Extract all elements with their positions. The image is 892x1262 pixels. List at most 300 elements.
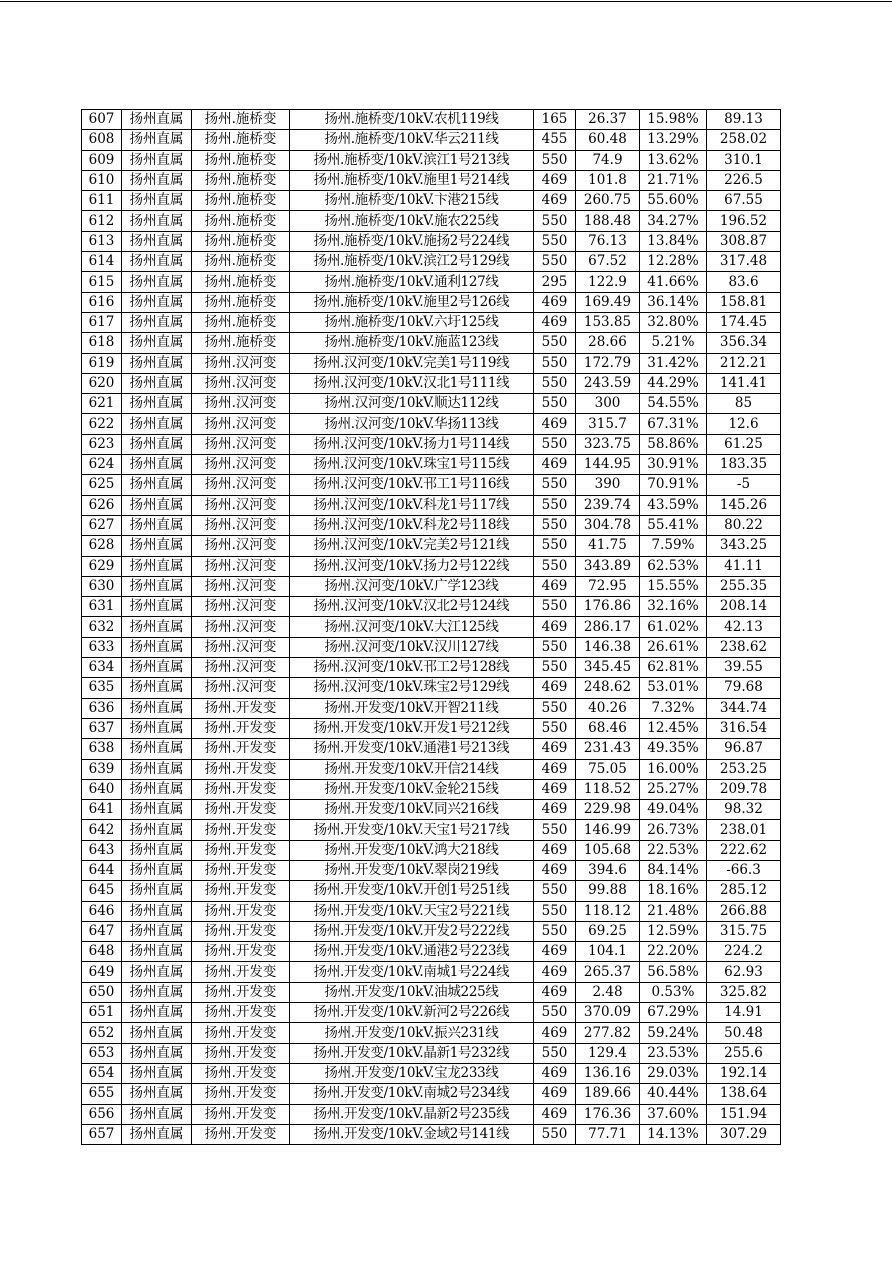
substation-cell: 扬州.开发变 bbox=[192, 800, 290, 820]
row-number-cell: 651 bbox=[82, 1003, 122, 1023]
rated-capacity-cell: 550 bbox=[534, 1003, 576, 1023]
margin-cell: 141.41 bbox=[707, 373, 781, 393]
feeder-line-cell: 扬州.施桥变/10kV.施里1号214线 bbox=[290, 170, 534, 190]
substation-cell: 扬州.汉河变 bbox=[192, 434, 290, 454]
company-cell: 扬州直属 bbox=[122, 617, 192, 637]
rated-capacity-cell: 165 bbox=[534, 110, 576, 130]
rated-capacity-cell: 550 bbox=[534, 658, 576, 678]
table-row bbox=[82, 921, 781, 941]
table-row bbox=[82, 394, 781, 414]
load-rate-cell: 7.32% bbox=[640, 698, 707, 718]
company-cell: 扬州直属 bbox=[122, 231, 192, 251]
load-value-cell: 286.17 bbox=[576, 617, 640, 637]
load-rate-cell: 41.66% bbox=[640, 272, 707, 292]
load-value-cell: 277.82 bbox=[576, 1023, 640, 1043]
table-row bbox=[82, 495, 781, 515]
load-value-cell: 26.37 bbox=[576, 110, 640, 130]
load-value-cell: 300 bbox=[576, 394, 640, 414]
substation-cell: 扬州.开发变 bbox=[192, 1104, 290, 1124]
rated-capacity-cell: 469 bbox=[534, 962, 576, 982]
rated-capacity-cell: 550 bbox=[534, 475, 576, 495]
load-value-cell: 40.26 bbox=[576, 698, 640, 718]
feeder-line-cell: 扬州.汉河变/10kV.汉北1号111线 bbox=[290, 373, 534, 393]
margin-cell: 80.22 bbox=[707, 515, 781, 535]
company-cell: 扬州直属 bbox=[122, 495, 192, 515]
company-cell: 扬州直属 bbox=[122, 658, 192, 678]
margin-cell: 138.64 bbox=[707, 1084, 781, 1104]
company-cell: 扬州直属 bbox=[122, 576, 192, 596]
table-row bbox=[82, 597, 781, 617]
row-number-cell: 649 bbox=[82, 962, 122, 982]
margin-cell: 50.48 bbox=[707, 1023, 781, 1043]
substation-cell: 扬州.汉河变 bbox=[192, 576, 290, 596]
feeder-line-cell: 扬州.汉河变/10kV.扬力2号122线 bbox=[290, 556, 534, 576]
table-row bbox=[82, 1023, 781, 1043]
row-number-cell: 638 bbox=[82, 739, 122, 759]
company-cell: 扬州直属 bbox=[122, 1124, 192, 1144]
margin-cell: 317.48 bbox=[707, 252, 781, 272]
row-number-cell: 644 bbox=[82, 860, 122, 880]
load-rate-cell: 36.14% bbox=[640, 292, 707, 312]
margin-cell: 67.55 bbox=[707, 191, 781, 211]
substation-cell: 扬州.开发变 bbox=[192, 901, 290, 921]
margin-cell: 209.78 bbox=[707, 779, 781, 799]
load-value-cell: 129.4 bbox=[576, 1043, 640, 1063]
company-cell: 扬州直属 bbox=[122, 455, 192, 475]
row-number-cell: 617 bbox=[82, 312, 122, 332]
substation-cell: 扬州.施桥变 bbox=[192, 252, 290, 272]
substation-cell: 扬州.汉河变 bbox=[192, 658, 290, 678]
table-row bbox=[82, 191, 781, 211]
feeder-line-cell: 扬州.汉河变/10kV.科龙1号117线 bbox=[290, 495, 534, 515]
table-row bbox=[82, 739, 781, 759]
substation-cell: 扬州.汉河变 bbox=[192, 495, 290, 515]
row-number-cell: 621 bbox=[82, 394, 122, 414]
substation-cell: 扬州.施桥变 bbox=[192, 231, 290, 251]
table-row bbox=[82, 576, 781, 596]
load-value-cell: 370.09 bbox=[576, 1003, 640, 1023]
company-cell: 扬州直属 bbox=[122, 881, 192, 901]
load-value-cell: 77.71 bbox=[576, 1124, 640, 1144]
load-rate-cell: 58.86% bbox=[640, 434, 707, 454]
table-row bbox=[82, 658, 781, 678]
row-number-cell: 637 bbox=[82, 718, 122, 738]
company-cell: 扬州直属 bbox=[122, 110, 192, 130]
feeder-line-cell: 扬州.开发变/10kV.同兴216线 bbox=[290, 800, 534, 820]
table-row bbox=[82, 373, 781, 393]
margin-cell: 258.02 bbox=[707, 130, 781, 150]
feeder-line-cell: 扬州.汉河变/10kV.汉北2号124线 bbox=[290, 597, 534, 617]
load-value-cell: 343.89 bbox=[576, 556, 640, 576]
margin-cell: 192.14 bbox=[707, 1063, 781, 1083]
table-row bbox=[82, 779, 781, 799]
substation-cell: 扬州.施桥变 bbox=[192, 211, 290, 231]
substation-cell: 扬州.开发变 bbox=[192, 1023, 290, 1043]
table-row bbox=[82, 962, 781, 982]
margin-cell: 266.88 bbox=[707, 901, 781, 921]
table-row bbox=[82, 718, 781, 738]
load-rate-cell: 15.98% bbox=[640, 110, 707, 130]
substation-cell: 扬州.汉河变 bbox=[192, 678, 290, 698]
load-value-cell: 231.43 bbox=[576, 739, 640, 759]
feeder-line-cell: 扬州.开发变/10kV.翠岗219线 bbox=[290, 860, 534, 880]
company-cell: 扬州直属 bbox=[122, 779, 192, 799]
company-cell: 扬州直属 bbox=[122, 333, 192, 353]
load-rate-cell: 61.02% bbox=[640, 617, 707, 637]
load-value-cell: 243.59 bbox=[576, 373, 640, 393]
load-rate-cell: 40.44% bbox=[640, 1084, 707, 1104]
rated-capacity-cell: 469 bbox=[534, 678, 576, 698]
margin-cell: 39.55 bbox=[707, 658, 781, 678]
substation-cell: 扬州.汉河变 bbox=[192, 536, 290, 556]
substation-cell: 扬州.汉河变 bbox=[192, 475, 290, 495]
load-value-cell: 118.52 bbox=[576, 779, 640, 799]
margin-cell: 222.62 bbox=[707, 840, 781, 860]
feeder-line-cell: 扬州.施桥变/10kV.施蓝123线 bbox=[290, 333, 534, 353]
feeder-line-cell: 扬州.施桥变/10kV.华云211线 bbox=[290, 130, 534, 150]
row-number-cell: 623 bbox=[82, 434, 122, 454]
table-body bbox=[82, 110, 781, 1145]
feeder-line-cell: 扬州.开发变/10kV.开发1号212线 bbox=[290, 718, 534, 738]
rated-capacity-cell: 469 bbox=[534, 982, 576, 1002]
table-row bbox=[82, 353, 781, 373]
load-rate-cell: 22.53% bbox=[640, 840, 707, 860]
margin-cell: 14.91 bbox=[707, 1003, 781, 1023]
margin-cell: 89.13 bbox=[707, 110, 781, 130]
rated-capacity-cell: 469 bbox=[534, 739, 576, 759]
load-value-cell: 69.25 bbox=[576, 921, 640, 941]
margin-cell: 307.29 bbox=[707, 1124, 781, 1144]
table-row bbox=[82, 231, 781, 251]
table-row bbox=[82, 130, 781, 150]
load-rate-cell: 12.28% bbox=[640, 252, 707, 272]
feeder-line-cell: 扬州.施桥变/10kV.施里2号126线 bbox=[290, 292, 534, 312]
company-cell: 扬州直属 bbox=[122, 373, 192, 393]
company-cell: 扬州直属 bbox=[122, 800, 192, 820]
margin-cell: 85 bbox=[707, 394, 781, 414]
load-rate-cell: 53.01% bbox=[640, 678, 707, 698]
table-row bbox=[82, 414, 781, 434]
company-cell: 扬州直属 bbox=[122, 556, 192, 576]
page-top-border bbox=[0, 1, 892, 2]
company-cell: 扬州直属 bbox=[122, 820, 192, 840]
row-number-cell: 632 bbox=[82, 617, 122, 637]
margin-cell: 285.12 bbox=[707, 881, 781, 901]
row-number-cell: 629 bbox=[82, 556, 122, 576]
load-rate-cell: 67.31% bbox=[640, 414, 707, 434]
margin-cell: 344.74 bbox=[707, 698, 781, 718]
load-rate-cell: 43.59% bbox=[640, 495, 707, 515]
row-number-cell: 616 bbox=[82, 292, 122, 312]
company-cell: 扬州直属 bbox=[122, 1084, 192, 1104]
feeder-line-cell: 扬州.施桥变/10kV.滨江2号129线 bbox=[290, 252, 534, 272]
load-value-cell: 101.8 bbox=[576, 170, 640, 190]
margin-cell: 238.01 bbox=[707, 820, 781, 840]
substation-cell: 扬州.开发变 bbox=[192, 1043, 290, 1063]
load-value-cell: 72.95 bbox=[576, 576, 640, 596]
company-cell: 扬州直属 bbox=[122, 1023, 192, 1043]
substation-cell: 扬州.汉河变 bbox=[192, 637, 290, 657]
table-row bbox=[82, 698, 781, 718]
load-rate-cell: 30.91% bbox=[640, 455, 707, 475]
company-cell: 扬州直属 bbox=[122, 942, 192, 962]
table-row bbox=[82, 881, 781, 901]
row-number-cell: 607 bbox=[82, 110, 122, 130]
substation-cell: 扬州.开发变 bbox=[192, 921, 290, 941]
margin-cell: 61.25 bbox=[707, 434, 781, 454]
table-row bbox=[82, 110, 781, 130]
company-cell: 扬州直属 bbox=[122, 759, 192, 779]
rated-capacity-cell: 550 bbox=[534, 556, 576, 576]
rated-capacity-cell: 469 bbox=[534, 170, 576, 190]
rated-capacity-cell: 550 bbox=[534, 1124, 576, 1144]
load-value-cell: 260.75 bbox=[576, 191, 640, 211]
company-cell: 扬州直属 bbox=[122, 1043, 192, 1063]
table-row bbox=[82, 455, 781, 475]
table-row bbox=[82, 942, 781, 962]
substation-cell: 扬州.开发变 bbox=[192, 860, 290, 880]
rated-capacity-cell: 550 bbox=[534, 211, 576, 231]
row-number-cell: 639 bbox=[82, 759, 122, 779]
load-value-cell: 60.48 bbox=[576, 130, 640, 150]
row-number-cell: 635 bbox=[82, 678, 122, 698]
rated-capacity-cell: 550 bbox=[534, 820, 576, 840]
table-row bbox=[82, 759, 781, 779]
company-cell: 扬州直属 bbox=[122, 840, 192, 860]
feeder-line-cell: 扬州.汉河变/10kV.科龙2号118线 bbox=[290, 515, 534, 535]
load-rate-cell: 0.53% bbox=[640, 982, 707, 1002]
rated-capacity-cell: 469 bbox=[534, 1104, 576, 1124]
rated-capacity-cell: 469 bbox=[534, 800, 576, 820]
load-rate-cell: 22.20% bbox=[640, 942, 707, 962]
row-number-cell: 627 bbox=[82, 515, 122, 535]
feeder-line-cell: 扬州.汉河变/10kV.华扬113线 bbox=[290, 414, 534, 434]
rated-capacity-cell: 550 bbox=[534, 1043, 576, 1063]
load-rate-cell: 16.00% bbox=[640, 759, 707, 779]
row-number-cell: 619 bbox=[82, 353, 122, 373]
row-number-cell: 642 bbox=[82, 820, 122, 840]
company-cell: 扬州直属 bbox=[122, 252, 192, 272]
margin-cell: 253.25 bbox=[707, 759, 781, 779]
company-cell: 扬州直属 bbox=[122, 434, 192, 454]
company-cell: 扬州直属 bbox=[122, 718, 192, 738]
table-row bbox=[82, 556, 781, 576]
load-rate-cell: 21.48% bbox=[640, 901, 707, 921]
table-row bbox=[82, 860, 781, 880]
load-value-cell: 41.75 bbox=[576, 536, 640, 556]
margin-cell: 174.45 bbox=[707, 312, 781, 332]
table-row bbox=[82, 150, 781, 170]
table-row bbox=[82, 434, 781, 454]
feeder-line-cell: 扬州.开发变/10kV.开发2号222线 bbox=[290, 921, 534, 941]
margin-cell: 196.52 bbox=[707, 211, 781, 231]
load-value-cell: 104.1 bbox=[576, 942, 640, 962]
load-value-cell: 176.36 bbox=[576, 1104, 640, 1124]
row-number-cell: 620 bbox=[82, 373, 122, 393]
row-number-cell: 656 bbox=[82, 1104, 122, 1124]
load-rate-cell: 18.16% bbox=[640, 881, 707, 901]
load-value-cell: 2.48 bbox=[576, 982, 640, 1002]
feeder-line-cell: 扬州.开发变/10kV.开信214线 bbox=[290, 759, 534, 779]
substation-cell: 扬州.开发变 bbox=[192, 698, 290, 718]
table-row bbox=[82, 312, 781, 332]
feeder-line-cell: 扬州.开发变/10kV.南城1号224线 bbox=[290, 962, 534, 982]
row-number-cell: 610 bbox=[82, 170, 122, 190]
row-number-cell: 618 bbox=[82, 333, 122, 353]
row-number-cell: 631 bbox=[82, 597, 122, 617]
margin-cell: 226.5 bbox=[707, 170, 781, 190]
company-cell: 扬州直属 bbox=[122, 191, 192, 211]
feeder-line-cell: 扬州.开发变/10kV.油城225线 bbox=[290, 982, 534, 1002]
feeder-line-cell: 扬州.开发变/10kV.通港2号223线 bbox=[290, 942, 534, 962]
feeder-line-cell: 扬州.施桥变/10kV.滨江1号213线 bbox=[290, 150, 534, 170]
load-rate-cell: 49.35% bbox=[640, 739, 707, 759]
load-value-cell: 323.75 bbox=[576, 434, 640, 454]
substation-cell: 扬州.开发变 bbox=[192, 942, 290, 962]
load-rate-cell: 32.80% bbox=[640, 312, 707, 332]
feeder-line-cell: 扬州.开发变/10kV.金域2号141线 bbox=[290, 1124, 534, 1144]
margin-cell: 145.26 bbox=[707, 495, 781, 515]
substation-cell: 扬州.开发变 bbox=[192, 1003, 290, 1023]
substation-cell: 扬州.开发变 bbox=[192, 739, 290, 759]
row-number-cell: 643 bbox=[82, 840, 122, 860]
feeder-line-cell: 扬州.施桥变/10kV.通利127线 bbox=[290, 272, 534, 292]
load-value-cell: 315.7 bbox=[576, 414, 640, 434]
margin-cell: 255.6 bbox=[707, 1043, 781, 1063]
substation-cell: 扬州.开发变 bbox=[192, 1084, 290, 1104]
rated-capacity-cell: 550 bbox=[534, 515, 576, 535]
margin-cell: 98.32 bbox=[707, 800, 781, 820]
table-row bbox=[82, 840, 781, 860]
table-row bbox=[82, 333, 781, 353]
substation-cell: 扬州.开发变 bbox=[192, 779, 290, 799]
rated-capacity-cell: 550 bbox=[534, 921, 576, 941]
rated-capacity-cell: 550 bbox=[534, 698, 576, 718]
substation-cell: 扬州.开发变 bbox=[192, 1063, 290, 1083]
margin-cell: 310.1 bbox=[707, 150, 781, 170]
row-number-cell: 640 bbox=[82, 779, 122, 799]
feeder-line-cell: 扬州.汉河变/10kV.珠宝2号129线 bbox=[290, 678, 534, 698]
load-value-cell: 176.86 bbox=[576, 597, 640, 617]
company-cell: 扬州直属 bbox=[122, 414, 192, 434]
substation-cell: 扬州.开发变 bbox=[192, 718, 290, 738]
rated-capacity-cell: 550 bbox=[534, 536, 576, 556]
load-value-cell: 146.99 bbox=[576, 820, 640, 840]
load-rate-cell: 12.59% bbox=[640, 921, 707, 941]
company-cell: 扬州直属 bbox=[122, 739, 192, 759]
load-rate-cell: 49.04% bbox=[640, 800, 707, 820]
company-cell: 扬州直属 bbox=[122, 515, 192, 535]
load-rate-cell: 26.73% bbox=[640, 820, 707, 840]
substation-cell: 扬州.开发变 bbox=[192, 820, 290, 840]
rated-capacity-cell: 469 bbox=[534, 576, 576, 596]
table-row bbox=[82, 252, 781, 272]
substation-cell: 扬州.开发变 bbox=[192, 840, 290, 860]
row-number-cell: 624 bbox=[82, 455, 122, 475]
feeder-line-cell: 扬州.施桥变/10kV.六圩125线 bbox=[290, 312, 534, 332]
load-rate-cell: 70.91% bbox=[640, 475, 707, 495]
load-value-cell: 122.9 bbox=[576, 272, 640, 292]
feeder-line-cell: 扬州.开发变/10kV.通港1号213线 bbox=[290, 739, 534, 759]
feeder-line-cell: 扬州.开发变/10kV.晶新1号232线 bbox=[290, 1043, 534, 1063]
table-row bbox=[82, 475, 781, 495]
margin-cell: 96.87 bbox=[707, 739, 781, 759]
rated-capacity-cell: 469 bbox=[534, 779, 576, 799]
load-rate-cell: 29.03% bbox=[640, 1063, 707, 1083]
margin-cell: 79.68 bbox=[707, 678, 781, 698]
company-cell: 扬州直属 bbox=[122, 394, 192, 414]
load-rate-cell: 13.84% bbox=[640, 231, 707, 251]
table-row bbox=[82, 1084, 781, 1104]
rated-capacity-cell: 550 bbox=[534, 150, 576, 170]
company-cell: 扬州直属 bbox=[122, 982, 192, 1002]
table-row bbox=[82, 536, 781, 556]
table-row bbox=[82, 982, 781, 1002]
row-number-cell: 653 bbox=[82, 1043, 122, 1063]
margin-cell: 255.35 bbox=[707, 576, 781, 596]
substation-cell: 扬州.施桥变 bbox=[192, 191, 290, 211]
margin-cell: -66.3 bbox=[707, 860, 781, 880]
load-rate-cell: 55.60% bbox=[640, 191, 707, 211]
load-rate-cell: 5.21% bbox=[640, 333, 707, 353]
load-value-cell: 74.9 bbox=[576, 150, 640, 170]
row-number-cell: 641 bbox=[82, 800, 122, 820]
row-number-cell: 645 bbox=[82, 881, 122, 901]
rated-capacity-cell: 469 bbox=[534, 1084, 576, 1104]
row-number-cell: 626 bbox=[82, 495, 122, 515]
company-cell: 扬州直属 bbox=[122, 1104, 192, 1124]
margin-cell: 158.81 bbox=[707, 292, 781, 312]
margin-cell: 356.34 bbox=[707, 333, 781, 353]
company-cell: 扬州直属 bbox=[122, 292, 192, 312]
substation-cell: 扬州.开发变 bbox=[192, 881, 290, 901]
table-row bbox=[82, 901, 781, 921]
rated-capacity-cell: 469 bbox=[534, 292, 576, 312]
load-rate-cell: 31.42% bbox=[640, 353, 707, 373]
company-cell: 扬州直属 bbox=[122, 170, 192, 190]
feeder-line-cell: 扬州.施桥变/10kV.施扬2号224线 bbox=[290, 231, 534, 251]
row-number-cell: 657 bbox=[82, 1124, 122, 1144]
feeder-line-cell: 扬州.开发变/10kV.南城2号234线 bbox=[290, 1084, 534, 1104]
load-value-cell: 153.85 bbox=[576, 312, 640, 332]
load-value-cell: 189.66 bbox=[576, 1084, 640, 1104]
feeder-line-cell: 扬州.开发变/10kV.天宝2号221线 bbox=[290, 901, 534, 921]
row-number-cell: 646 bbox=[82, 901, 122, 921]
load-value-cell: 146.38 bbox=[576, 637, 640, 657]
rated-capacity-cell: 469 bbox=[534, 860, 576, 880]
load-value-cell: 75.05 bbox=[576, 759, 640, 779]
margin-cell: 316.54 bbox=[707, 718, 781, 738]
rated-capacity-cell: 469 bbox=[534, 942, 576, 962]
load-value-cell: 239.74 bbox=[576, 495, 640, 515]
table-row bbox=[82, 617, 781, 637]
load-rate-cell: 21.71% bbox=[640, 170, 707, 190]
table-row bbox=[82, 1003, 781, 1023]
margin-cell: 224.2 bbox=[707, 942, 781, 962]
row-number-cell: 614 bbox=[82, 252, 122, 272]
load-value-cell: 345.45 bbox=[576, 658, 640, 678]
company-cell: 扬州直属 bbox=[122, 698, 192, 718]
margin-cell: 208.14 bbox=[707, 597, 781, 617]
row-number-cell: 648 bbox=[82, 942, 122, 962]
margin-cell: 42.13 bbox=[707, 617, 781, 637]
rated-capacity-cell: 550 bbox=[534, 373, 576, 393]
margin-cell: 41.11 bbox=[707, 556, 781, 576]
company-cell: 扬州直属 bbox=[122, 597, 192, 617]
row-number-cell: 636 bbox=[82, 698, 122, 718]
row-number-cell: 634 bbox=[82, 658, 122, 678]
feeder-line-cell: 扬州.汉河变/10kV.完美1号119线 bbox=[290, 353, 534, 373]
